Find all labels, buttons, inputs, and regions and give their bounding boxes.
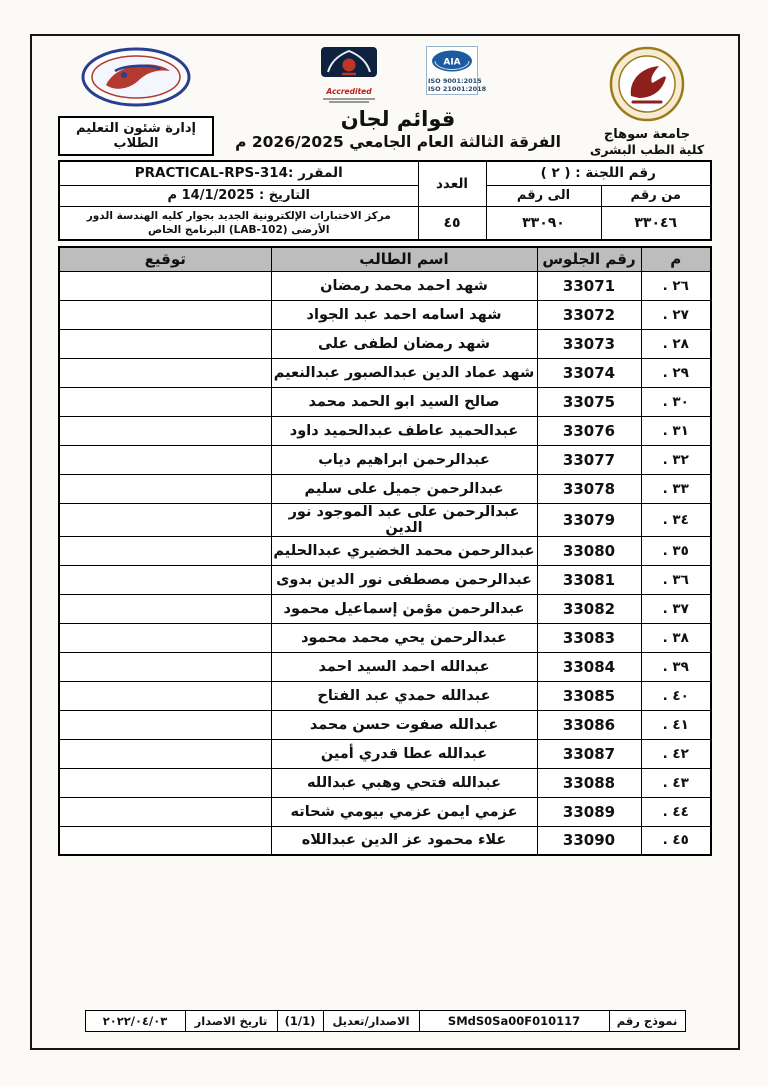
student-row (59, 387, 711, 416)
student-row (59, 416, 711, 445)
student-name: عبدالرحمن على عبد الموجود نور الدين (271, 503, 537, 536)
row-index: ٣٧ . (641, 594, 711, 623)
student-name: عبدالله فتحي وهبي عبدالله (271, 768, 537, 797)
student-row (59, 329, 711, 358)
signature-cell (59, 623, 271, 652)
signature-cell (59, 416, 271, 445)
title-block (214, 46, 582, 151)
count-value: ٤٥ (418, 206, 486, 240)
student-name: عبدالحميد عاطف عبدالحميد داود (271, 416, 537, 445)
row-index: ٣٣ . (641, 474, 711, 503)
seat-number: 33079 (537, 503, 641, 536)
signature-cell (59, 358, 271, 387)
row-index: ٣٤ . (641, 503, 711, 536)
seat-number: 33088 (537, 768, 641, 797)
header-seat-number: رقم الجلوس (537, 247, 641, 271)
committee-info-table (58, 160, 712, 241)
accredited-label: Accredited (326, 87, 372, 96)
student-name: عبدالرحمن جميل على سليم (271, 474, 537, 503)
document-header (58, 46, 712, 156)
student-name: عبدالرحمن ابراهيم دياب (271, 445, 537, 474)
seat-number: 33080 (537, 536, 641, 565)
iso-certification-line: ISO 21001:2018 (428, 85, 487, 94)
seat-number: 33081 (537, 565, 641, 594)
student-name: شهد احمد محمد رمضان (271, 271, 537, 300)
header-student-name: اسم الطالب (271, 247, 537, 271)
aia-accreditation-logo (426, 46, 487, 95)
row-index: ٤١ . (641, 710, 711, 739)
signature-cell (59, 387, 271, 416)
seat-number: 33085 (537, 681, 641, 710)
aia-logo-icon (429, 49, 475, 73)
from-number-label: من رقم (601, 185, 711, 206)
faculty-name: كلية الطب البشرى (589, 142, 705, 157)
student-row (59, 594, 711, 623)
student-row (59, 826, 711, 855)
signature-cell (59, 797, 271, 826)
row-index: ٤٣ . (641, 768, 711, 797)
seat-number: 33076 (537, 416, 641, 445)
row-index: ٢٨ . (641, 329, 711, 358)
student-name: عبدالله صفوت حسن محمد (271, 710, 537, 739)
signature-cell (59, 445, 271, 474)
revision-label: الاصدار/تعديل (323, 1011, 419, 1032)
seat-number: 33084 (537, 652, 641, 681)
student-row (59, 652, 711, 681)
student-row (59, 710, 711, 739)
to-number-label: الى رقم (486, 185, 601, 206)
student-row (59, 474, 711, 503)
student-row (59, 445, 711, 474)
seat-number: 33089 (537, 797, 641, 826)
seat-number: 33075 (537, 387, 641, 416)
revision-value: (1/1) (277, 1011, 323, 1032)
row-index: ٤٤ . (641, 797, 711, 826)
signature-cell (59, 681, 271, 710)
from-number-value: ٣٣٠٤٦ (601, 206, 711, 240)
student-name: شهد عماد الدين عبدالصبور عبدالنعيم (271, 358, 537, 387)
row-index: ٣٨ . (641, 623, 711, 652)
signature-cell (59, 652, 271, 681)
micro-text-line (329, 101, 369, 103)
education-admin-emblem-icon (80, 46, 192, 108)
exam-location: مركز الاختبارات الإلكترونية الجديد بجوار كليه الهندسة الدور الأرضى (LAB-102) البرنامج الخاص (59, 206, 418, 240)
row-index: ٤٢ . (641, 739, 711, 768)
row-index: ٣٥ . (641, 536, 711, 565)
student-name: عبدالله عطا قدري أمين (271, 739, 537, 768)
seat-number: 33086 (537, 710, 641, 739)
student-row (59, 768, 711, 797)
signature-cell (59, 826, 271, 855)
seat-number: 33082 (537, 594, 641, 623)
signature-cell (59, 329, 271, 358)
pcc-logo-icon (320, 46, 378, 84)
student-row (59, 565, 711, 594)
signature-cell (59, 739, 271, 768)
student-row (59, 681, 711, 710)
signature-cell (59, 536, 271, 565)
student-name: علاء محمود عز الدين عبداللاه (271, 826, 537, 855)
row-index: ٢٩ . (641, 358, 711, 387)
micro-text-line (323, 98, 375, 100)
seat-number: 33077 (537, 445, 641, 474)
student-name: عبدالرحمن مصطفى نور الدين بدوى (271, 565, 537, 594)
seat-number: 33083 (537, 623, 641, 652)
student-row (59, 739, 711, 768)
signature-cell (59, 594, 271, 623)
course-name: المقرر :PRACTICAL-RPS-314 (59, 161, 418, 185)
seat-number: 33087 (537, 739, 641, 768)
student-name: عبدالرحمن محمد الخضيري عبدالحليم (271, 536, 537, 565)
signature-cell (59, 565, 271, 594)
row-index: ٣٩ . (641, 652, 711, 681)
signature-cell (59, 474, 271, 503)
signature-cell (59, 710, 271, 739)
header-signature: توقيع (59, 247, 271, 271)
student-name: صالح السيد ابو الحمد محمد (271, 387, 537, 416)
issue-date-value: ٢٠٢٢/٠٤/٠٣ (85, 1011, 185, 1032)
university-block (582, 46, 712, 157)
student-name: شهد اسامه احمد عبد الجواد (271, 300, 537, 329)
seat-number: 33074 (537, 358, 641, 387)
exam-date: التاريخ : 14/1/2025 م (59, 185, 418, 206)
student-row (59, 300, 711, 329)
student-name: عبدالله حمدي عبد الفتاح (271, 681, 537, 710)
accreditation-logos (214, 46, 582, 104)
row-index: ٣٦ . (641, 565, 711, 594)
university-name: جامعة سوهاج (603, 127, 691, 142)
row-index: ٢٧ . (641, 300, 711, 329)
row-index: ٤٠ . (641, 681, 711, 710)
pcc-accreditation-logo (318, 46, 380, 103)
footer-row (85, 1011, 685, 1032)
student-row (59, 271, 711, 300)
form-number-label: نموذج رقم (609, 1011, 685, 1032)
row-index: ٣٠ . (641, 387, 711, 416)
row-index: ٢٦ . (641, 271, 711, 300)
form-number-value: SMdS0Sa00F010117 (419, 1011, 609, 1032)
student-name: عبدالرحمن يحي محمد محمود (271, 623, 537, 652)
student-name: عبدالله احمد السيد احمد (271, 652, 537, 681)
student-row (59, 358, 711, 387)
student-name: شهد رمضان لطفى على (271, 329, 537, 358)
students-table-header-row (59, 247, 711, 271)
seat-number: 33072 (537, 300, 641, 329)
student-row (59, 503, 711, 536)
count-label: العدد (418, 161, 486, 206)
student-name: عزمي ايمن عزمي بيومي شحاته (271, 797, 537, 826)
to-number-value: ٣٣٠٩٠ (486, 206, 601, 240)
student-row (59, 536, 711, 565)
student-row (59, 797, 711, 826)
administration-block (58, 46, 214, 156)
student-name: عبدالرحمن مؤمن إسماعيل محمود (271, 594, 537, 623)
page-title: قوائم لجان (340, 107, 456, 131)
students-table (58, 246, 712, 856)
signature-cell (59, 300, 271, 329)
row-index: ٣١ . (641, 416, 711, 445)
header-index: م (641, 247, 711, 271)
row-index: ٤٥ . (641, 826, 711, 855)
seat-number: 33071 (537, 271, 641, 300)
student-row (59, 623, 711, 652)
footer-form-info (85, 1010, 686, 1032)
seat-number: 33090 (537, 826, 641, 855)
iso-certification-line: ISO 9001:2015 (428, 77, 482, 85)
committee-number: رقم اللجنة : ( ٢ ) (486, 161, 711, 185)
seat-number: 33078 (537, 474, 641, 503)
page-subtitle: الفرقة الثالثة العام الجامعي 2026/2025 م (235, 133, 561, 151)
sohag-university-logo-icon (609, 46, 685, 122)
signature-cell (59, 271, 271, 300)
row-index: ٣٢ . (641, 445, 711, 474)
issue-date-label: تاريخ الاصدار (185, 1011, 277, 1032)
page-frame (30, 34, 740, 1050)
signature-cell (59, 503, 271, 536)
admin-label-box: إدارة شئون التعليم الطلاب (58, 116, 214, 156)
seat-number: 33073 (537, 329, 641, 358)
signature-cell (59, 768, 271, 797)
aia-label: AIA (443, 57, 461, 68)
